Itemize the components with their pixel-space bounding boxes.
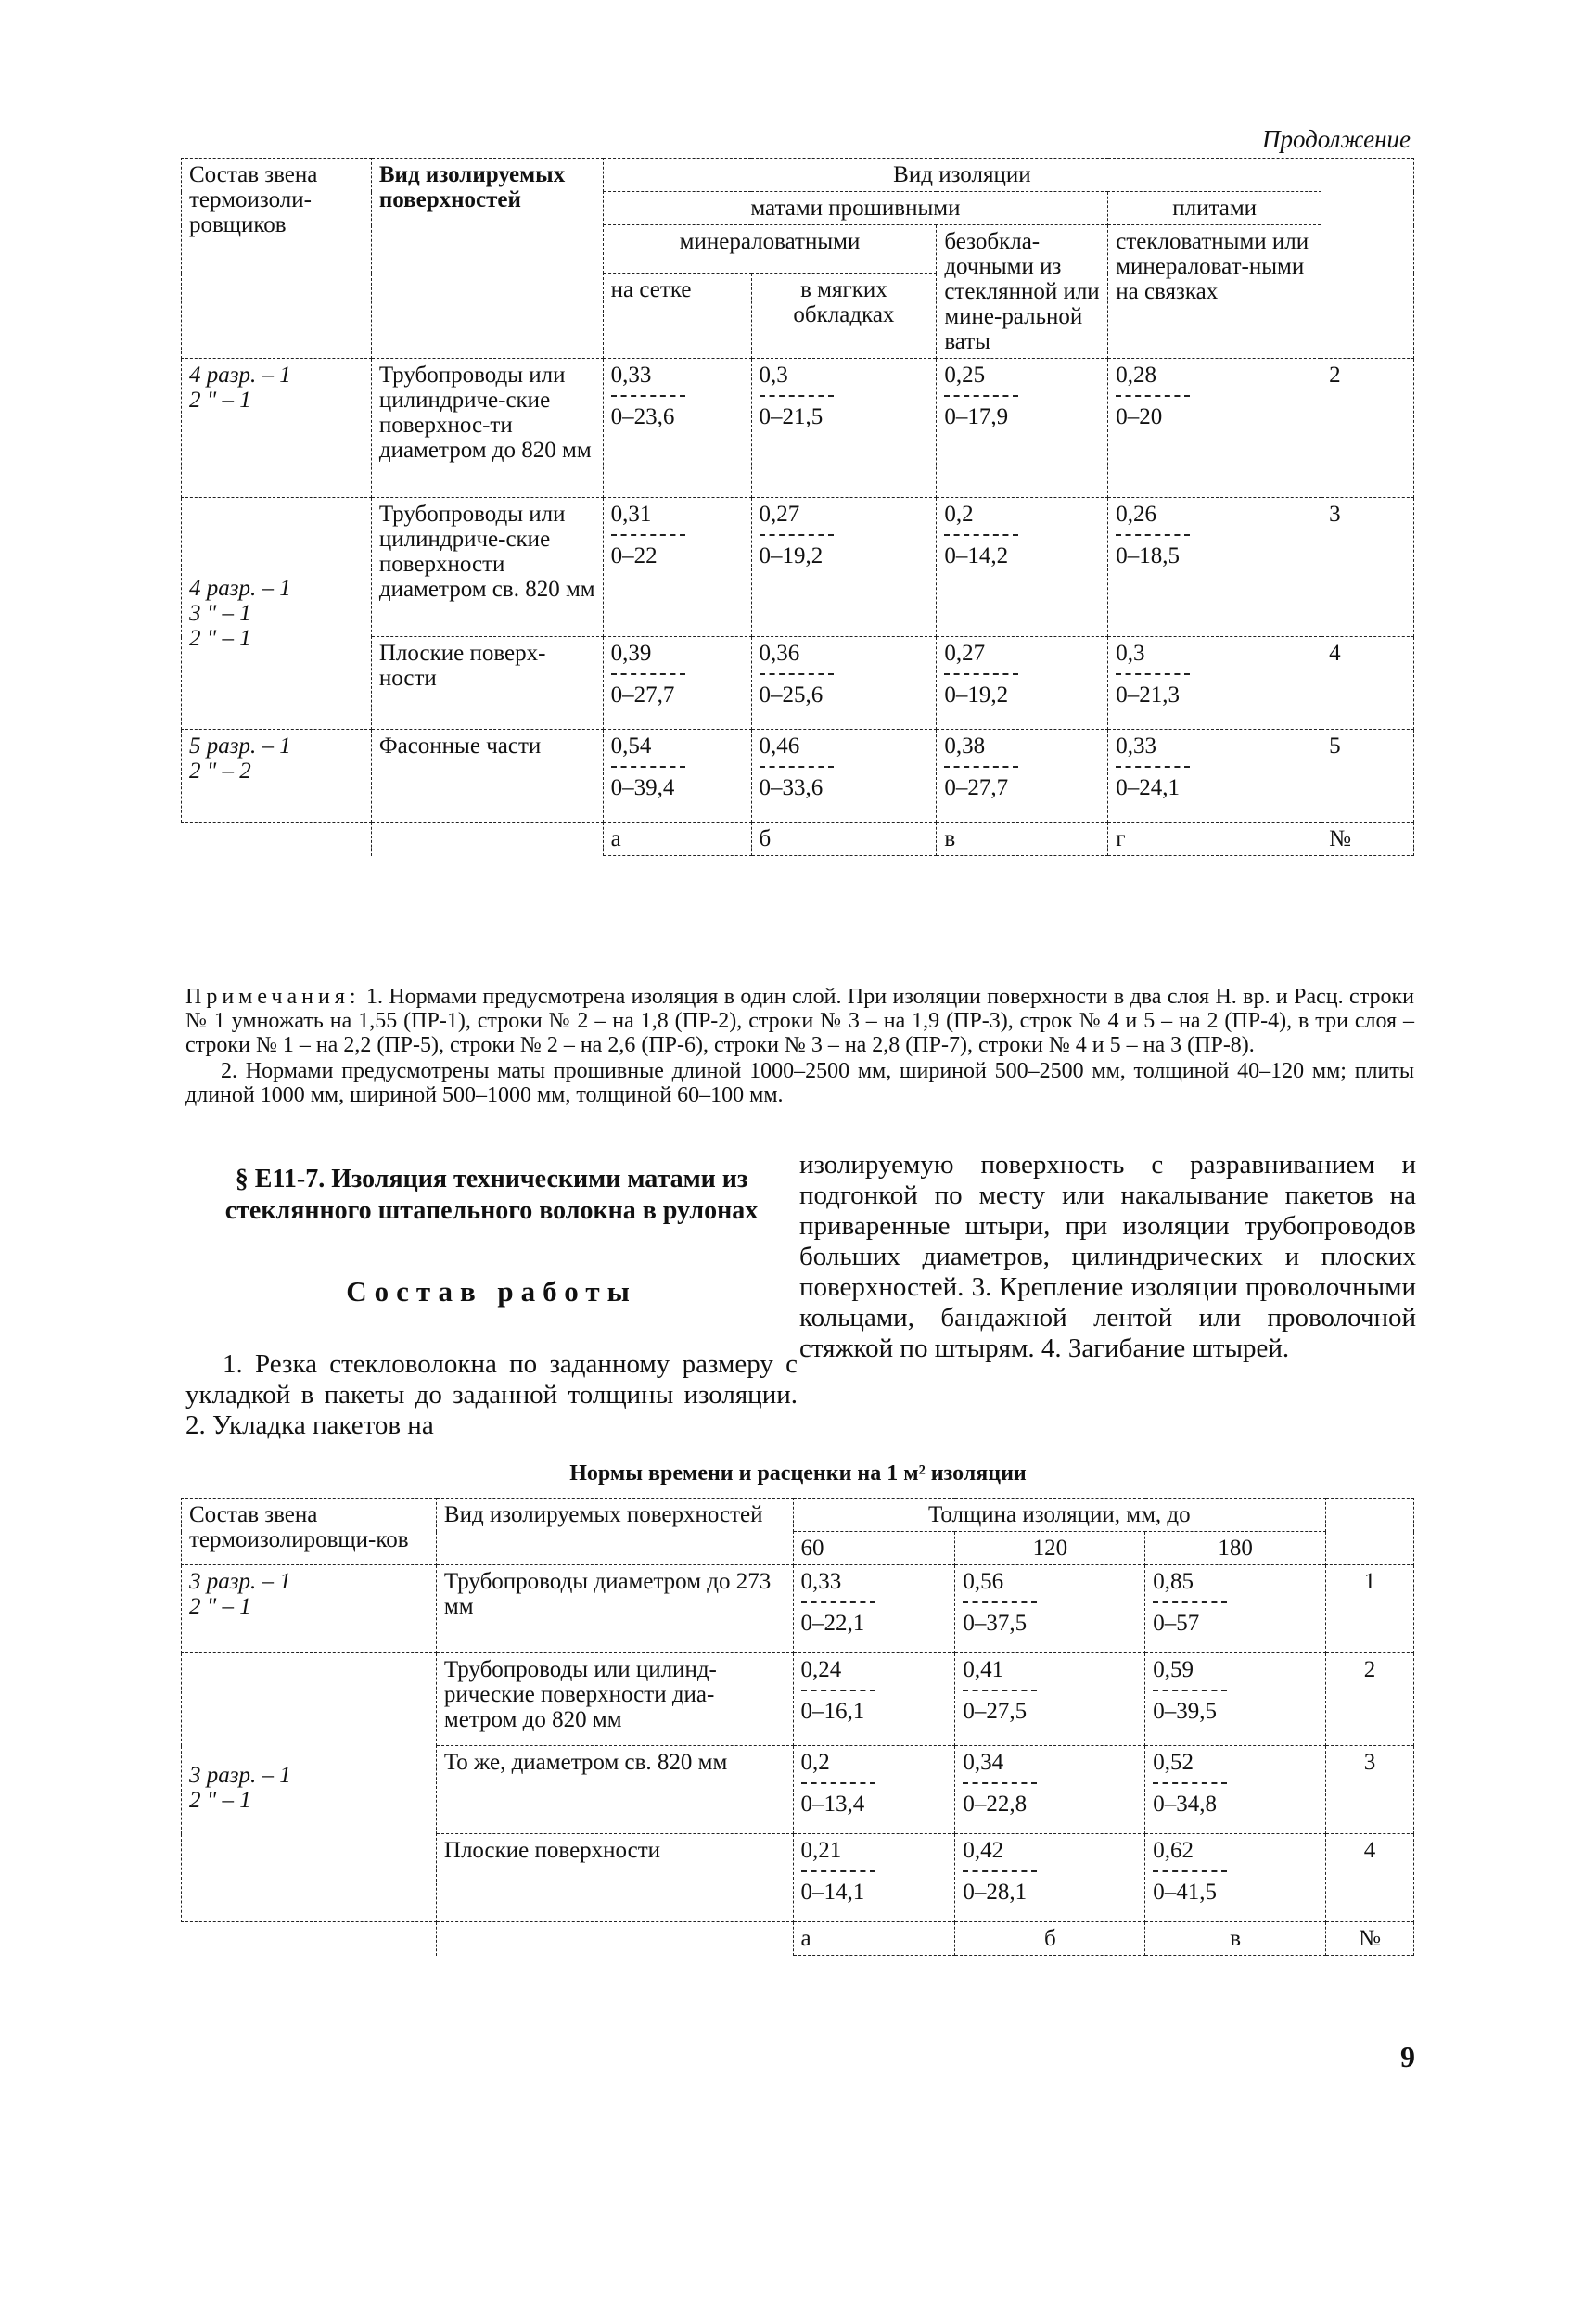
- section-title: § Е11-7. Изоляция техническими матами из стеклянного штапельного волокна в рулонах: [224, 1165, 759, 1225]
- row-number: 3: [1326, 1746, 1414, 1834]
- time-norm: 0,27: [759, 502, 800, 527]
- time-norm: 0,56: [963, 1569, 1004, 1594]
- header-blank: [1326, 1499, 1414, 1565]
- fraction-bar: [611, 766, 685, 768]
- rate: 0–27,5: [963, 1699, 1028, 1724]
- rate: 0–18,5: [1116, 543, 1180, 568]
- time-norm: 0,52: [1153, 1750, 1194, 1775]
- row-crew: 3 разр. – 1 2 " – 1: [182, 1565, 437, 1653]
- fraction-bar: [1116, 673, 1190, 675]
- table-cell: [603, 498, 751, 637]
- rate: 0–27,7: [944, 775, 1009, 800]
- row-number: 5: [1321, 730, 1414, 823]
- row-number: 2: [1326, 1653, 1414, 1746]
- rate: 0–22,1: [800, 1611, 865, 1636]
- rate: 0–34,8: [1153, 1792, 1217, 1817]
- time-norm: 0,21: [800, 1838, 842, 1863]
- header-blank: [1321, 159, 1414, 359]
- time-norm: 0,36: [759, 641, 800, 666]
- footer-blank: [182, 1922, 437, 1956]
- column-letter: а: [603, 823, 751, 856]
- header-mineral: минераловатными: [603, 225, 937, 274]
- table-caption: Нормы времени и расценки на 1 м² изоляции: [569, 1461, 1027, 1486]
- table-cell: [955, 1746, 1145, 1834]
- column-letter: б: [955, 1922, 1145, 1956]
- fraction-bar: [760, 534, 834, 536]
- row-surface: Фасонные части: [371, 730, 603, 823]
- fraction-bar: [944, 766, 1018, 768]
- time-norm: 0,85: [1153, 1569, 1194, 1594]
- fraction-bar: [611, 395, 685, 397]
- header-crew: Состав звена термоизоли-ровщиков: [182, 159, 372, 359]
- fraction-bar: [963, 1870, 1037, 1872]
- header-crew: Состав звена термоизолировщи-ков: [182, 1499, 437, 1565]
- fraction-bar: [963, 1601, 1037, 1603]
- rate: 0–16,1: [800, 1699, 865, 1724]
- fraction-bar: [963, 1782, 1037, 1784]
- row-crew: 4 разр. – 1 2 " – 1: [182, 359, 372, 498]
- table-row: [182, 1653, 1414, 1746]
- rate: 0–21,5: [759, 404, 824, 429]
- header-soft: в мягких обкладках: [751, 274, 937, 359]
- note-1: 1. Нормами предусмотрена изоляция в один слой. При изоляции поверхности в два слоя Н. вр. и Расц. строки № 1 умножать на 1,55 (ПР-1), строки № 2 – на 1,8 (ПР-2), строки № 3 – на 1,9 (ПР-3), строк № 4 и 5 – на 2 (ПР-4), в три слоя – строки № 1 – на 2,2 (ПР-5), строки № 2 – на 2,6 (ПР-6), строки № 3 – на 2,8 (ПР-7), строки № 4 и 5 – на 3 (ПР-8).: [185, 985, 1414, 1057]
- fraction-bar: [611, 534, 685, 536]
- row-number: 4: [1326, 1834, 1414, 1922]
- rate: 0–19,2: [944, 682, 1009, 708]
- rate: 0–41,5: [1153, 1880, 1217, 1905]
- time-norm: 0,38: [944, 734, 986, 759]
- table-cell: [937, 637, 1108, 730]
- header-mats: матами прошивными: [603, 192, 1108, 225]
- time-norm: 0,34: [963, 1750, 1004, 1775]
- header-plates: плитами: [1108, 192, 1321, 225]
- table-footer-row: [182, 1922, 1414, 1956]
- rate: 0–22,8: [963, 1792, 1028, 1817]
- table-cell: [793, 1834, 955, 1922]
- table-cell: [793, 1653, 955, 1746]
- section-left-column: [185, 1164, 798, 1441]
- column-letter: а: [793, 1922, 955, 1956]
- rate: 0–21,3: [1116, 682, 1180, 708]
- time-norm: 0,33: [1116, 734, 1156, 759]
- row-crew: 3 разр. – 1 2 " – 1: [182, 1653, 437, 1922]
- rate: 0–14,2: [944, 543, 1009, 568]
- table-row: [182, 1565, 1414, 1653]
- rate: 0–25,6: [759, 682, 824, 708]
- table-cell: [955, 1653, 1145, 1746]
- header-thickness: Толщина изоляции, мм, до: [793, 1499, 1326, 1532]
- time-norm: 0,54: [610, 734, 652, 759]
- table-cell: [937, 498, 1108, 637]
- header-mesh: на сетке: [603, 274, 751, 359]
- rate: 0–19,2: [759, 543, 824, 568]
- footer-blank: [436, 1922, 793, 1956]
- row-crew: 4 разр. – 1 3 " – 1 2 " – 1: [182, 498, 372, 730]
- row-surface: Трубопроводы диаметром до 273 мм: [436, 1565, 793, 1653]
- header-insulation: Вид изоляции: [603, 159, 1321, 192]
- time-norm: 0,27: [944, 641, 986, 666]
- fraction-bar: [760, 395, 834, 397]
- fraction-bar: [944, 673, 1018, 675]
- table-cell: [751, 730, 937, 823]
- rate: 0–39,4: [610, 775, 675, 800]
- row-surface: Плоские поверхности: [436, 1834, 793, 1922]
- table-cell: [937, 359, 1108, 498]
- table-row: [182, 498, 1414, 637]
- column-letter: г: [1108, 823, 1321, 856]
- fraction-bar: [1153, 1782, 1227, 1784]
- table-cell: [793, 1746, 955, 1834]
- time-norm: 0,26: [1116, 502, 1156, 527]
- norms-table-1: [181, 158, 1414, 856]
- fraction-bar: [1153, 1601, 1227, 1603]
- header-col-120: 120: [955, 1532, 1145, 1565]
- row-surface: Трубопроводы или цилиндриче-ские поверхнос-ти диаметром до 820 мм: [371, 359, 603, 498]
- rate: 0–17,9: [944, 404, 1009, 429]
- time-norm: 0,3: [1116, 641, 1145, 666]
- time-norm: 0,42: [963, 1838, 1004, 1863]
- rate: 0–22: [610, 543, 658, 568]
- table-cell: [1108, 730, 1321, 823]
- table-cell: [751, 637, 937, 730]
- header-nolining: безобкла-дочными из стеклянной или мине-ральной ваты: [937, 225, 1108, 359]
- fraction-bar: [801, 1870, 875, 1872]
- fraction-bar: [963, 1690, 1037, 1691]
- table-cell: [603, 359, 751, 498]
- fraction-bar: [801, 1690, 875, 1691]
- column-letter: в: [937, 823, 1108, 856]
- column-number-sign: №: [1321, 823, 1414, 856]
- fraction-bar: [1153, 1690, 1227, 1691]
- footer-blank: [182, 823, 372, 856]
- fraction-bar: [1116, 766, 1190, 768]
- table-cell: [1108, 359, 1321, 498]
- section-subtitle: Состав работы: [346, 1275, 637, 1308]
- rate: 0–28,1: [963, 1880, 1028, 1905]
- column-letter: в: [1145, 1922, 1326, 1956]
- table-cell: [603, 730, 751, 823]
- fraction-bar: [1116, 534, 1190, 536]
- column-letter: б: [751, 823, 937, 856]
- rate: 0–24,1: [1116, 775, 1180, 800]
- rate: 0–39,5: [1153, 1699, 1217, 1724]
- row-surface: Трубопроводы или цилинд-рические поверхности диа-метром до 820 мм: [436, 1653, 793, 1746]
- table-cell: [751, 359, 937, 498]
- table-row: [182, 730, 1414, 823]
- time-norm: 0,2: [800, 1750, 830, 1775]
- row-crew: 5 разр. – 1 2 " – 2: [182, 730, 372, 823]
- fraction-bar: [801, 1782, 875, 1784]
- time-norm: 0,33: [800, 1569, 842, 1594]
- table-cell: [793, 1565, 955, 1653]
- fraction-bar: [611, 673, 685, 675]
- rate: 0–33,6: [759, 775, 824, 800]
- header-surface: Вид изолируемых поверхностей: [436, 1499, 793, 1565]
- time-norm: 0,24: [800, 1657, 842, 1682]
- row-number: 1: [1326, 1565, 1414, 1653]
- table-cell: [1145, 1653, 1326, 1746]
- table-cell: [603, 637, 751, 730]
- time-norm: 0,39: [610, 641, 652, 666]
- row-number: 2: [1321, 359, 1414, 498]
- table-cell: [1145, 1834, 1326, 1922]
- header-surface: Вид изолируемых поверхностей: [371, 159, 603, 359]
- table-cell: [937, 730, 1108, 823]
- header-col-60: 60: [793, 1532, 955, 1565]
- table-cell: [1108, 637, 1321, 730]
- table-cell: [751, 498, 937, 637]
- row-surface: Плоские поверх-ности: [371, 637, 603, 730]
- table-cell: [1145, 1565, 1326, 1653]
- rate: 0–13,4: [800, 1792, 865, 1817]
- time-norm: 0,46: [759, 734, 800, 759]
- page-number: 9: [1400, 2040, 1415, 2073]
- norms-table-2: [181, 1498, 1414, 1956]
- column-number-sign: №: [1326, 1922, 1414, 1956]
- time-norm: 0,28: [1116, 363, 1156, 388]
- time-norm: 0,2: [944, 502, 974, 527]
- fraction-bar: [760, 673, 834, 675]
- continuation-label: Продолжение: [1261, 125, 1411, 153]
- header-glass: стекловатными или минераловат-ными на связках: [1108, 225, 1321, 359]
- table-cell: [955, 1834, 1145, 1922]
- fraction-bar: [944, 534, 1018, 536]
- time-norm: 0,3: [759, 363, 788, 388]
- time-norm: 0,25: [944, 363, 986, 388]
- fraction-bar: [760, 766, 834, 768]
- section-body-left: 1. Резка стекловолокна по заданному размеру с укладкой в пакеты до заданной толщины изоляции. 2. Укладка пакетов на: [185, 1349, 798, 1440]
- table-cell: [955, 1565, 1145, 1653]
- rate: 0–27,7: [610, 682, 675, 708]
- fraction-bar: [944, 395, 1018, 397]
- table-footer-row: [182, 823, 1414, 856]
- time-norm: 0,33: [610, 363, 652, 388]
- fraction-bar: [1116, 395, 1190, 397]
- rate: 0–20: [1116, 404, 1163, 429]
- time-norm: 0,59: [1153, 1657, 1194, 1682]
- footer-blank: [371, 823, 603, 856]
- time-norm: 0,41: [963, 1657, 1004, 1682]
- table-cell: [1145, 1746, 1326, 1834]
- rate: 0–57: [1153, 1611, 1200, 1636]
- rate: 0–37,5: [963, 1611, 1028, 1636]
- section-body-right: изолируемую поверхность с разравниванием и подгонкой по месту или накалывание пакетов на приваренные штыри, при изоляции трубопроводов больших диаметров, цилиндрических и плоских поверхностей. 3. Крепление изоляции проволочными кольцами, бандажной лентой или проволочной стяжкой по штырям. 4. Загибание штырей.: [799, 1150, 1416, 1363]
- rate: 0–14,1: [800, 1880, 865, 1905]
- notes-block: [185, 985, 1414, 1109]
- rate: 0–23,6: [610, 404, 675, 429]
- row-number: 3: [1321, 498, 1414, 637]
- row-number: 4: [1321, 637, 1414, 730]
- table-cell: [1108, 498, 1321, 637]
- time-norm: 0,31: [610, 502, 652, 527]
- fraction-bar: [1153, 1870, 1227, 1872]
- table-row: [182, 359, 1414, 498]
- header-col-180: 180: [1145, 1532, 1326, 1565]
- note-2: 2. Нормами предусмотрены маты прошивные длиной 1000–2500 мм, шириной 500–2500 мм, толщиной 40–120 мм; плиты длиной 1000 мм, шириной 500–1000 мм, толщиной 60–100 мм.: [185, 1059, 1414, 1107]
- fraction-bar: [801, 1601, 875, 1603]
- time-norm: 0,62: [1153, 1838, 1194, 1863]
- row-surface: Трубопроводы или цилиндриче-ские поверхности диаметром св. 820 мм: [371, 498, 603, 637]
- notes-label: Примечания:: [185, 985, 361, 1009]
- row-surface: То же, диаметром св. 820 мм: [436, 1746, 793, 1834]
